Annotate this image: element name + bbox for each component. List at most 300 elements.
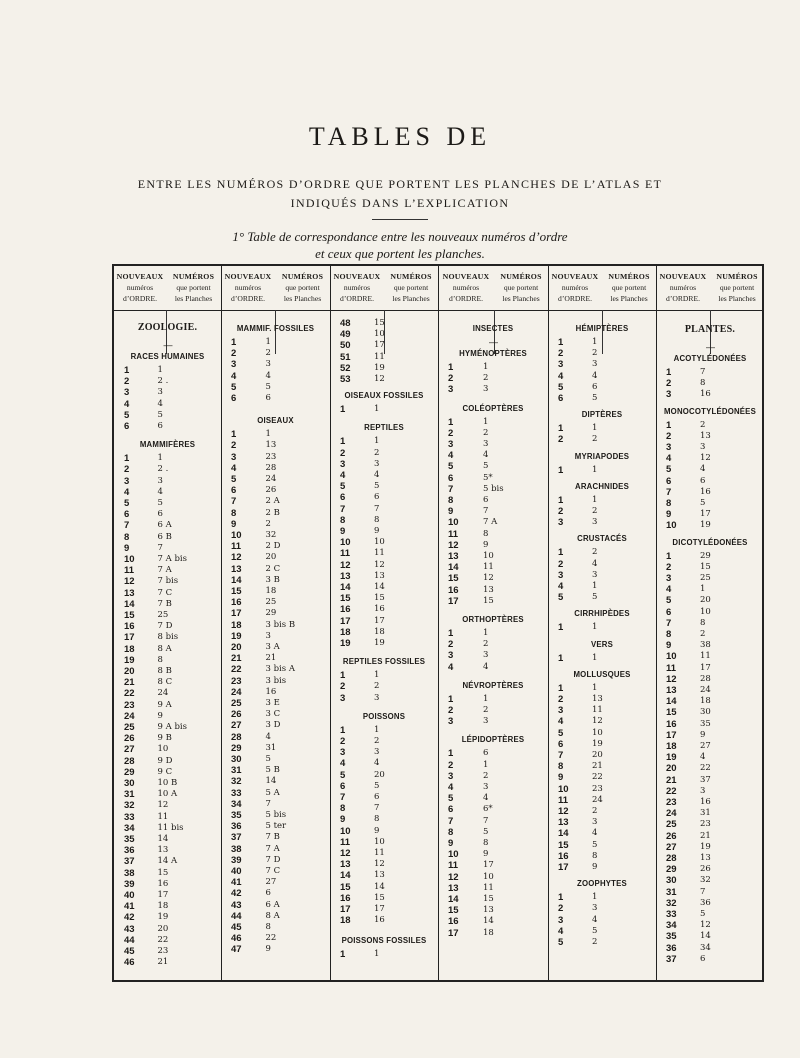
order-number: 36 <box>231 821 242 833</box>
order-number: 17 <box>666 729 677 741</box>
plate-number: 6 <box>483 495 489 505</box>
order-number: 14 <box>448 562 459 574</box>
plate-number: 2 <box>374 736 380 746</box>
header-plate-numbers-line: que portent <box>611 283 647 292</box>
plate-number: 2 B <box>265 507 280 518</box>
order-number: 34 <box>666 920 677 932</box>
order-number: 39 <box>231 854 242 866</box>
plate-number: 21 <box>592 761 603 772</box>
order-number: 19 <box>231 630 242 642</box>
order-number: 26 <box>124 733 135 745</box>
plate-number: 23 <box>157 946 169 956</box>
order-number: 1 <box>666 419 672 431</box>
order-number: 3 <box>124 387 130 399</box>
order-number: 10 <box>340 825 351 837</box>
plate-number: 9 <box>483 539 489 550</box>
section-poissons-fossiles: POISSONS FOSSILES <box>341 936 427 946</box>
order-number: 31 <box>124 789 135 801</box>
order-number: 11 <box>340 836 351 848</box>
plate-number: 23 <box>265 451 277 462</box>
order-number: 2 <box>666 430 672 442</box>
plate-number: 1 <box>483 759 489 770</box>
order-number: 1 <box>558 423 564 435</box>
header-plate-numbers-line: les Planches <box>502 294 540 303</box>
order-number: 6 <box>231 485 237 497</box>
plate-number: 7 <box>483 506 489 517</box>
plate-number: 7 D <box>265 854 281 865</box>
order-number: 11 <box>666 662 677 674</box>
order-number: 43 <box>124 923 135 935</box>
order-number: 3 <box>666 442 672 453</box>
plate-number: 7 C <box>265 866 281 876</box>
order-number: 10 <box>448 517 459 529</box>
plate-number: 17 <box>700 509 711 520</box>
plate-number: 1 <box>374 404 380 415</box>
order-number: 19 <box>666 752 677 764</box>
plate-number: 2 <box>265 348 271 359</box>
plate-number: 6 <box>265 888 271 899</box>
order-number: 13 <box>448 551 459 562</box>
plate-number: 17 <box>483 860 494 871</box>
plate-number: 3 <box>157 387 163 398</box>
order-number: 1 <box>448 416 454 428</box>
plate-number: 5 <box>265 754 271 764</box>
plate-number: 9 <box>374 526 380 536</box>
plate-number: 1 <box>592 682 598 693</box>
order-number: 35 <box>124 834 135 845</box>
order-number: 6 <box>666 606 672 618</box>
order-number: 4 <box>340 470 346 481</box>
plate-number: 21 <box>265 653 277 664</box>
section-vers: VERS <box>590 639 614 649</box>
order-number: 11 <box>124 565 135 577</box>
order-number: 13 <box>340 570 351 582</box>
plate-number: 8 <box>157 654 163 665</box>
plate-number: 22 <box>700 763 711 774</box>
plate-number: 13 <box>700 853 711 863</box>
header-new-numbers <box>656 266 710 310</box>
plate-number: 18 <box>483 927 494 938</box>
order-number: 3 <box>340 747 346 759</box>
header-plate-numbers-line: que portent <box>503 283 539 292</box>
order-number: 22 <box>124 688 135 700</box>
order-number: 9 <box>340 814 346 826</box>
order-number: 32 <box>666 897 677 909</box>
page-subtitle <box>0 175 800 213</box>
plate-number: 4 <box>157 486 163 497</box>
order-number: 6 <box>448 804 454 816</box>
order-number: 5 <box>558 381 564 393</box>
plate-number: 2 . <box>157 464 169 475</box>
order-number: 10 <box>231 530 242 541</box>
plate-number: 34 <box>700 942 711 953</box>
plate-number: 1 <box>374 724 380 735</box>
plate-number: 9 <box>592 862 598 872</box>
order-number: 11 <box>448 528 459 540</box>
order-number: 5 <box>666 464 672 476</box>
section-nevropteres: NÉVROPTÈRES <box>462 680 524 690</box>
order-number: 7 <box>340 503 346 515</box>
order-number: 3 <box>448 650 454 662</box>
header-new-numbers-line: d’ORDRE. <box>558 294 592 303</box>
order-number: 1 <box>558 464 564 476</box>
order-number: 10 <box>124 554 135 565</box>
plate-number: 23 <box>700 819 711 830</box>
order-number: 5 <box>340 769 346 781</box>
plate-number: 2 <box>700 419 706 430</box>
plate-number: 7 <box>265 798 271 809</box>
order-number: 12 <box>666 673 677 685</box>
plate-number: 5 <box>700 498 706 508</box>
section-mollusques: MOLLUSQUES <box>573 669 631 679</box>
order-number: 27 <box>124 744 135 756</box>
plate-number: 16 <box>700 797 711 807</box>
order-number: 2 <box>666 378 672 390</box>
plate-number: 8 A <box>265 910 280 921</box>
plate-number: 7 <box>700 886 706 897</box>
order-number: 6 <box>558 738 564 750</box>
order-number: 2 <box>448 759 454 771</box>
plate-number: 1 <box>374 670 380 681</box>
plate-number: 27 <box>700 741 711 751</box>
plate-number: 5 <box>265 381 271 392</box>
order-number: 18 <box>340 626 351 638</box>
order-number: 27 <box>666 841 677 853</box>
plate-number: 15 <box>483 894 494 904</box>
order-number: 15 <box>448 573 459 585</box>
order-number: 1 <box>666 367 672 378</box>
section-acotyledonees: ACOTYLÉDONÉES <box>673 354 747 363</box>
plate-number: 10 <box>700 606 711 617</box>
plate-number: 2 D <box>265 541 281 552</box>
plate-number: 8 bis <box>157 632 179 643</box>
plate-number: 2 <box>374 447 380 458</box>
order-number: 23 <box>231 675 242 687</box>
section-dicotyledonees: DICOTYLÉDONÉES <box>672 537 748 547</box>
header-new-numbers-line: numéros <box>343 283 371 292</box>
plate-number: 20 <box>157 923 169 934</box>
order-number: 7 <box>448 815 454 827</box>
order-number: 14 <box>666 696 677 708</box>
plate-number: 2 <box>592 506 598 516</box>
order-number: 40 <box>231 866 242 877</box>
order-number: 44 <box>231 910 242 922</box>
plate-number: 4 <box>483 793 489 804</box>
column-divider <box>656 266 657 980</box>
plate-number: 1 <box>374 436 380 447</box>
section-monocotyledonees: MONOCOTYLÉDONÉES <box>663 406 756 416</box>
plate-number: 2 <box>374 681 380 692</box>
order-number: 4 <box>448 450 454 462</box>
order-number: 2 <box>558 348 564 360</box>
order-number: 5 <box>231 474 237 485</box>
plate-number: 3 <box>700 785 706 796</box>
plate-number: 7 B <box>157 598 172 609</box>
plate-number: 20 <box>265 552 277 563</box>
plate-number: 7 D <box>157 621 173 632</box>
order-number: 21 <box>666 774 677 786</box>
plate-number: 1 <box>592 581 598 591</box>
plate-number: 13 <box>265 440 277 451</box>
plate-number: 1 <box>592 494 598 505</box>
header-new-numbers <box>221 266 275 310</box>
plate-number: 11 <box>374 848 385 858</box>
order-number: 9 <box>124 542 130 554</box>
plate-number: 20 <box>700 595 711 606</box>
order-number: 7 <box>666 486 672 498</box>
plate-number: 12 <box>483 573 494 584</box>
caption-line-2: et ceux que portent les planches. <box>315 246 485 261</box>
plate-number: 5 <box>483 461 489 472</box>
order-number: 2 <box>558 694 564 705</box>
order-number: 2 <box>124 376 130 388</box>
section-title-plantes: PLANTES. <box>684 324 736 335</box>
plate-number: 2 <box>483 770 489 781</box>
plate-number: 18 <box>374 626 385 637</box>
order-number: 20 <box>666 763 677 775</box>
plate-number: 2 A <box>265 496 280 507</box>
plate-number: 15 <box>374 593 385 604</box>
header-new-numbers-line: d’ORDRE. <box>449 294 483 303</box>
order-number: 4 <box>666 453 672 465</box>
order-number: 36 <box>124 845 135 857</box>
order-number: 2 <box>666 561 672 573</box>
header-new-numbers-line: NOUVEAUX <box>224 272 272 281</box>
order-number: 9 <box>231 518 237 530</box>
plate-number: 5 <box>157 498 163 508</box>
order-number: 18 <box>666 741 677 752</box>
order-number: 10 <box>448 849 459 861</box>
order-number: 3 <box>666 573 672 584</box>
plate-number: 15 <box>700 561 711 572</box>
plate-number: 2 <box>483 427 489 438</box>
plate-number: 2 . <box>157 376 169 387</box>
plate-number: 29 <box>265 608 277 619</box>
plate-number: 12 <box>374 559 385 570</box>
plate-number: 3 <box>592 903 598 914</box>
section-insectes: INSECTES <box>472 324 514 333</box>
order-number: 28 <box>124 755 135 767</box>
order-number: 4 <box>448 661 454 673</box>
plate-number: 20 <box>374 769 385 780</box>
plate-number: 3 C <box>265 709 281 720</box>
order-number: 2 <box>558 558 564 570</box>
order-number: 6 <box>340 780 346 792</box>
order-number: 17 <box>124 632 135 644</box>
order-number: 2 <box>558 506 564 517</box>
plate-number: 12 <box>592 716 603 727</box>
order-number: 12 <box>340 848 351 859</box>
header-plate-numbers-line: les Planches <box>174 294 213 303</box>
order-number: 2 <box>231 348 237 360</box>
plate-number: 6 <box>700 953 706 964</box>
plate-number: 13 <box>483 584 494 595</box>
order-number: 3 <box>558 359 564 371</box>
plate-number: 3 <box>592 359 598 370</box>
order-number: 5 <box>124 409 130 421</box>
order-number: 1 <box>666 550 672 562</box>
plate-number: 3 D <box>265 720 281 731</box>
plate-number: 3 bis A <box>265 664 295 675</box>
section-mammiferes-fossiles: MAMMIF. FOSSILES <box>236 324 315 333</box>
plate-number: 7 <box>483 815 489 826</box>
plate-number: 24 <box>157 688 169 699</box>
order-number: 7 <box>558 750 564 761</box>
subtitle-line-2: INDIQUÉS DANS L’EXPLICATION <box>290 196 510 210</box>
plate-number: 1 <box>265 429 271 440</box>
plate-number: 22 <box>265 933 277 944</box>
order-number: 7 <box>231 496 237 508</box>
order-number: 30 <box>124 778 135 789</box>
order-number: 5 <box>558 592 564 604</box>
plate-number: 14 <box>265 776 277 787</box>
plate-number: 15 <box>157 867 169 878</box>
order-number: 15 <box>124 610 135 621</box>
order-number: 3 <box>340 692 346 704</box>
order-number: 35 <box>231 810 242 821</box>
order-number: 6 <box>558 393 564 404</box>
order-number: 9 <box>448 838 454 849</box>
plate-number: 2 <box>483 373 489 384</box>
plate-number: 21 <box>700 830 711 841</box>
plate-number: 11 <box>374 548 385 559</box>
order-number: 31 <box>666 886 677 898</box>
order-number: 8 <box>666 498 672 509</box>
order-number: 3 <box>558 517 564 529</box>
header-plate-numbers <box>710 266 764 310</box>
order-number: 32 <box>231 776 242 788</box>
section-arachnides: ARACHNIDES <box>575 481 629 491</box>
plate-number: 10 <box>374 329 385 340</box>
plate-number: 12 <box>700 920 711 931</box>
plate-number: 9 <box>157 710 163 721</box>
order-number: 5 <box>340 481 346 493</box>
order-number: 17 <box>340 904 351 915</box>
plate-number: 1 <box>592 464 598 475</box>
order-number: 46 <box>124 957 135 969</box>
plate-number: 9 <box>700 729 706 740</box>
plate-number: 5 <box>592 925 598 936</box>
order-number: 1 <box>558 652 564 664</box>
section-crustaces: CRUSTACÉS <box>577 534 627 544</box>
order-number: 45 <box>231 922 242 933</box>
correspondence-table <box>112 264 764 982</box>
header-plate-numbers-line: que portent <box>176 283 211 292</box>
order-number: 14 <box>124 598 135 610</box>
plate-number: 4 <box>483 661 489 672</box>
order-number: 15 <box>448 905 459 917</box>
order-number: 12 <box>340 559 351 571</box>
order-number: 15 <box>666 707 677 719</box>
order-number: 17 <box>340 615 351 627</box>
section-title-zoologie: ZOOLOGIE. <box>137 322 198 333</box>
order-number: 53 <box>340 374 351 385</box>
plate-number: 16 <box>265 686 277 697</box>
order-number: 7 <box>340 792 346 803</box>
order-number: 1 <box>340 670 346 682</box>
header-new-numbers <box>548 266 602 310</box>
order-number: 1 <box>340 724 346 736</box>
header-plate-numbers-line: les Planches <box>392 294 430 303</box>
plate-number: 2 <box>483 639 489 650</box>
header-plate-numbers-line: les Planches <box>610 294 648 303</box>
plate-number: 3 <box>483 439 489 449</box>
order-number: 35 <box>666 931 677 943</box>
order-number: 3 <box>124 475 130 487</box>
order-number: 5 <box>558 727 564 739</box>
plate-number: 4 <box>265 731 271 742</box>
plate-number: 16 <box>700 389 711 400</box>
order-number: 15 <box>558 839 569 851</box>
plate-number: 11 <box>157 811 169 822</box>
plate-number: 13 <box>483 905 494 916</box>
plate-number: 8 <box>483 528 489 539</box>
order-number: 23 <box>124 699 135 711</box>
order-number: 28 <box>666 853 677 864</box>
plate-number: 9 D <box>157 755 173 766</box>
header-new-numbers-line: d’ORDRE. <box>666 294 700 303</box>
plate-number: 2 <box>265 518 271 529</box>
plate-number: 5 <box>483 826 489 837</box>
plate-number: 11 <box>483 882 494 893</box>
order-number: 52 <box>340 362 351 374</box>
caption-line-1: 1° Table de correspondance entre les nouveaux numéros d’ordre <box>232 229 568 244</box>
order-number: 5 <box>666 595 672 607</box>
order-number: 4 <box>666 584 672 596</box>
plate-number: 11 <box>374 351 385 362</box>
plate-number: 7 A <box>483 517 498 528</box>
order-number: 6 <box>124 509 130 521</box>
order-number: 4 <box>124 398 130 410</box>
plate-number: 25 <box>157 610 169 620</box>
order-number: 14 <box>340 870 351 882</box>
plate-number: 6 <box>374 492 380 503</box>
header-new-numbers-line: d’ORDRE. <box>231 294 265 303</box>
order-number: 1 <box>340 436 346 448</box>
plate-number: 2 C <box>265 563 281 574</box>
order-number: 5 <box>231 381 237 393</box>
plate-number: 15 <box>374 318 385 328</box>
order-number: 2 <box>558 434 564 446</box>
order-number: 9 <box>448 506 454 518</box>
order-number: 33 <box>231 787 242 799</box>
plate-number: 11 <box>592 705 603 716</box>
order-number: 36 <box>666 942 677 954</box>
plate-number: 8 C <box>157 677 173 688</box>
order-number: 1 <box>448 362 454 373</box>
order-number: 12 <box>448 539 459 551</box>
plate-number: 9 A <box>157 699 172 710</box>
plate-number: 7 <box>374 803 380 814</box>
header-new-numbers-line: numéros <box>126 283 154 292</box>
plate-number: 4 <box>700 464 706 475</box>
plate-number: 29 <box>700 550 711 561</box>
plate-number: 18 <box>265 586 277 596</box>
plate-number: 8 <box>374 814 380 825</box>
plate-number: 5 B <box>265 765 280 776</box>
plate-number: 18 <box>700 696 711 707</box>
order-number: 8 <box>340 514 346 526</box>
plate-number: 19 <box>374 638 385 648</box>
plate-number: 28 <box>265 462 277 473</box>
plate-number: 10 <box>374 537 385 548</box>
order-number: 4 <box>558 925 564 937</box>
plate-number: 13 <box>592 694 603 704</box>
plate-number: 17 <box>374 615 385 626</box>
plate-number: 31 <box>700 808 711 819</box>
order-number: 3 <box>448 716 454 728</box>
plate-number: 2 <box>592 348 598 359</box>
